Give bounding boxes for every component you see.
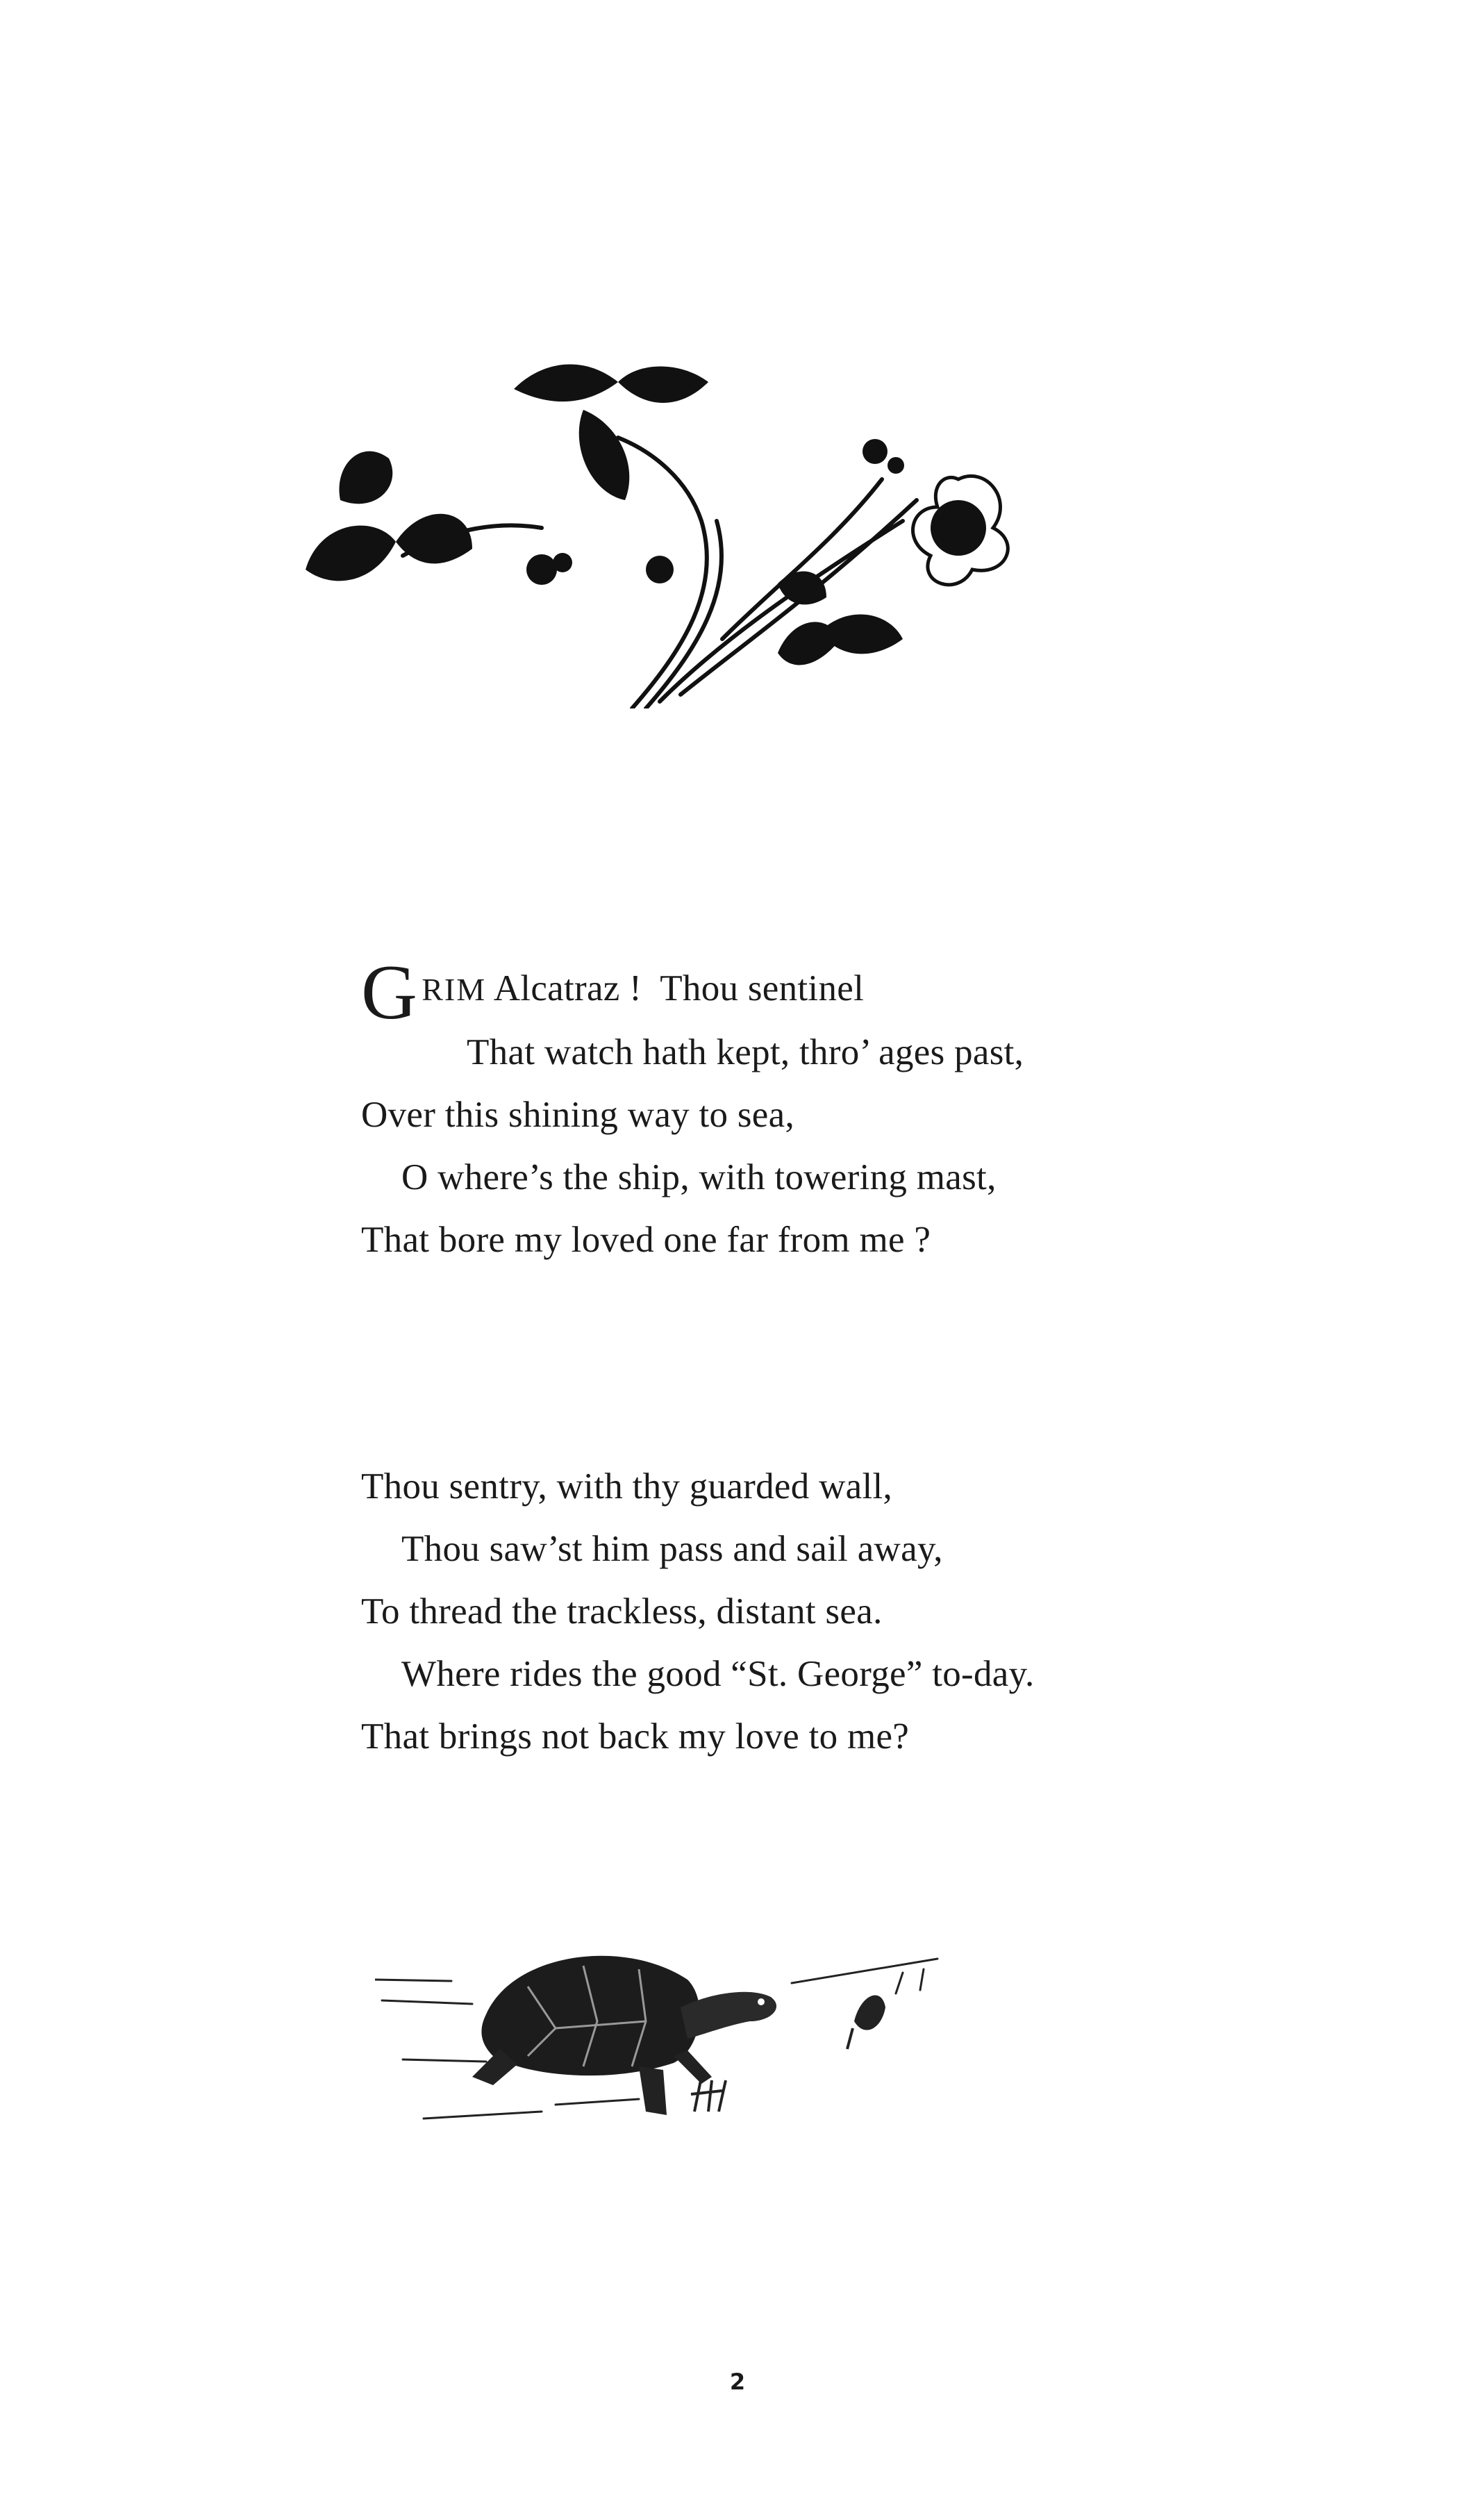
poem-line: Thou saw’st him pass and sail away,	[401, 1529, 943, 1569]
flowering-branch-icon	[292, 361, 1042, 708]
stanza-1	[361, 950, 1264, 1271]
poem-line	[361, 950, 1264, 1036]
poem-line: Thou sentry, with thy guarded wall,	[361, 1466, 893, 1507]
page-number: 2	[729, 2369, 746, 2395]
poem-line: That watch hath kept, thro’ ages past,	[467, 1032, 1024, 1072]
drop-cap: G	[361, 950, 418, 1036]
poem-line: Where rides the good “St. George” to-day.	[401, 1654, 1035, 1694]
poem-line: That bore my loved one far from me ?	[361, 1220, 931, 1260]
poem-line: That brings not back my love to me?	[361, 1716, 910, 1757]
small-caps-word: RIM	[422, 972, 487, 1007]
poem-line: To thread the trackless, distant sea.	[361, 1591, 883, 1632]
poem-line: Over this shining way to sea,	[361, 1095, 794, 1135]
poem-line: O where’s the ship, with towering mast,	[401, 1157, 997, 1197]
stanza-2	[361, 1455, 1264, 1768]
turtle-icon	[375, 1903, 986, 2181]
line-text: Alcatraz ! Thou sentinel	[486, 968, 865, 1009]
